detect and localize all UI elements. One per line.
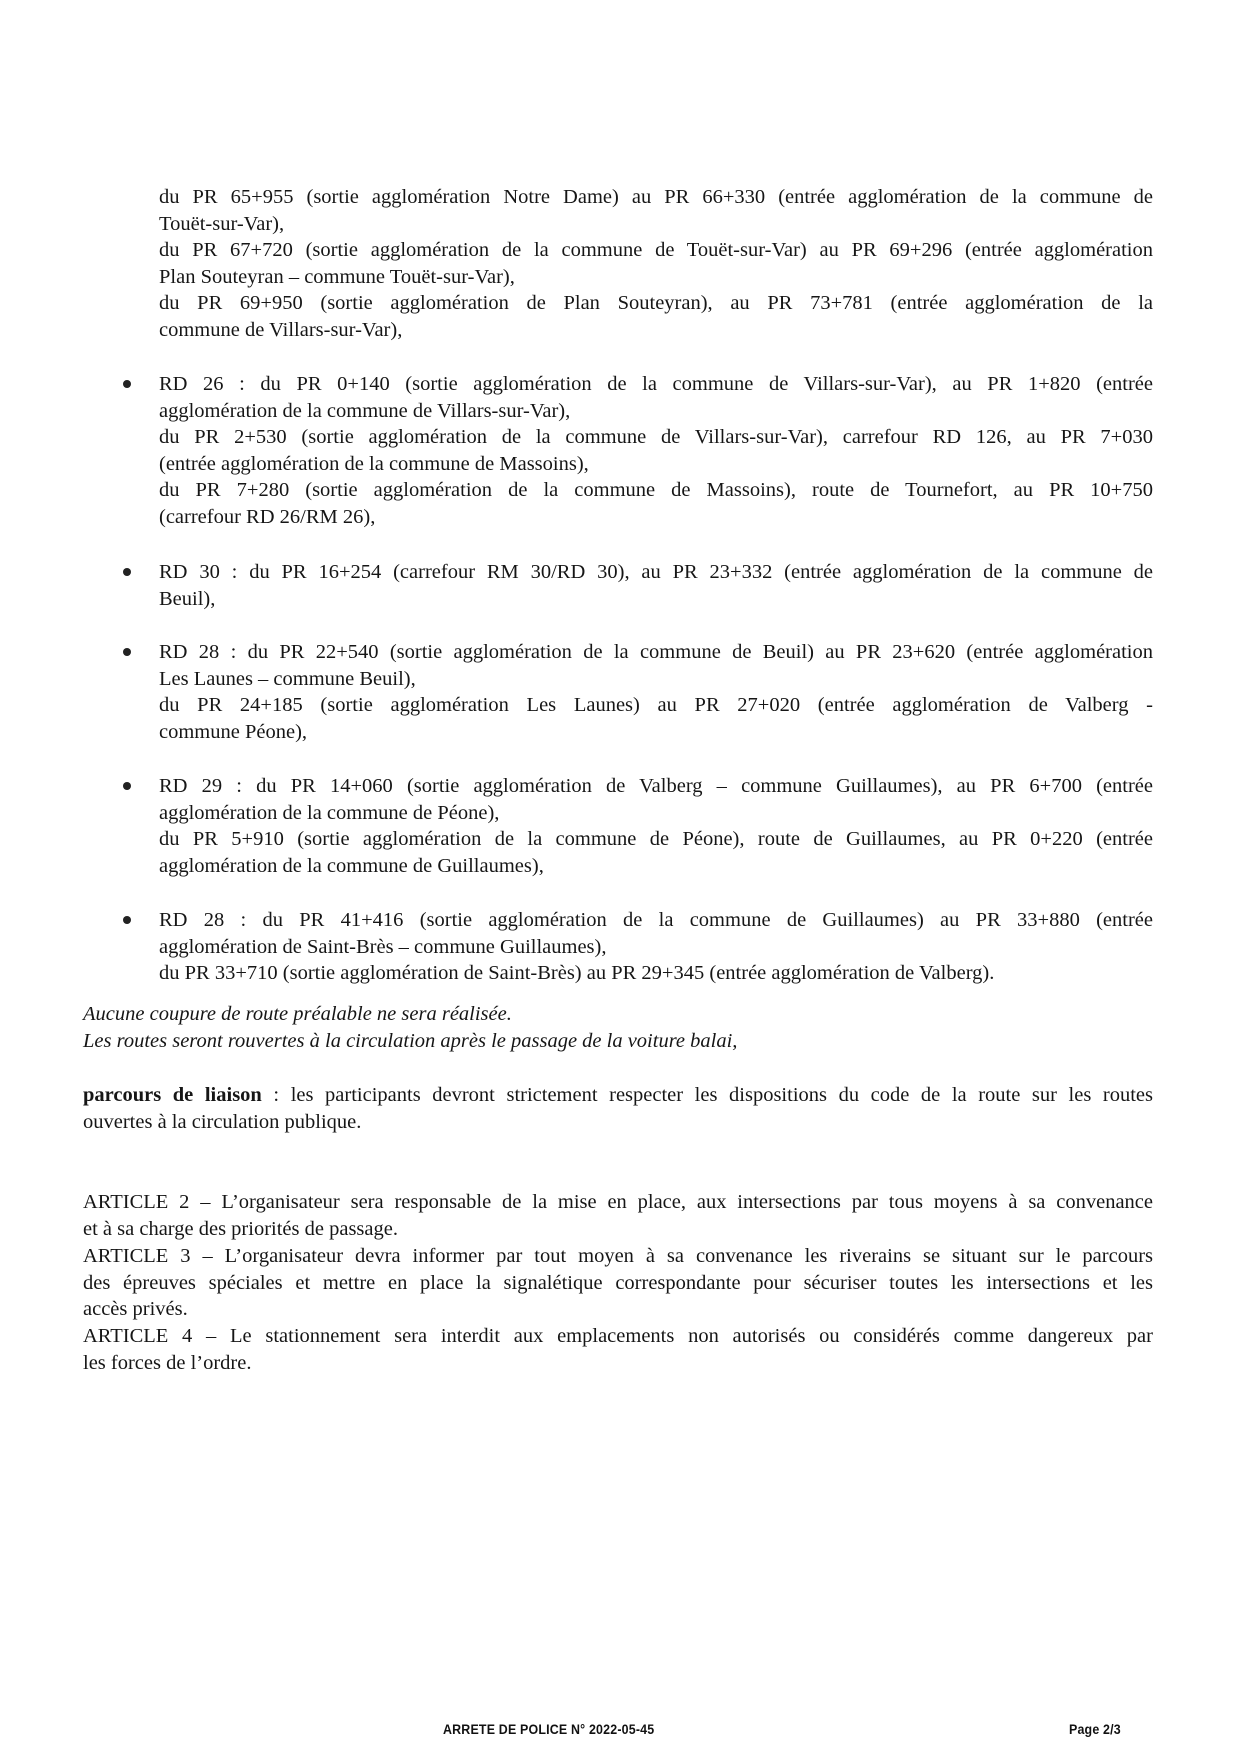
text-line: RD 30 : du PR 16+254 (carrefour RM 30/RD 30), au PR 23+332 (entrée agglomération de la commune de xyxy=(159,561,1153,583)
text-line: du PR 67+720 (sortie agglomération de la commune de Touët-sur-Var) au PR 69+296 (entrée agglomération xyxy=(159,239,1153,262)
text-line: les forces de l’ordre. xyxy=(83,1351,252,1374)
text-line: commune de Villars-sur-Var), xyxy=(159,318,403,341)
road-item-rd28-guillaumes xyxy=(159,907,1153,987)
text-line: RD 29 : du PR 14+060 (sortie agglomération de Valberg – commune Guillaumes), au PR 6+700 (entrée xyxy=(159,775,1153,797)
text-line: du PR 65+955 (sortie agglomération Notre Dame) au PR 66+330 (entrée agglomération de la commune de xyxy=(159,186,1153,208)
text-line: RD 28 : du PR 22+540 (sortie agglomération de la commune de Beuil) au PR 23+620 (entrée agglomération xyxy=(159,641,1153,663)
notes-paragraph xyxy=(83,1001,1153,1054)
text-line: agglomération de la commune de Villars-sur-Var), xyxy=(159,399,571,422)
liaison-label: parcours de liaison xyxy=(83,1084,262,1106)
road-item-rd26 xyxy=(159,371,1153,531)
bullet-icon xyxy=(123,380,131,388)
text-line: du PR 33+710 (sortie agglomération de Saint-Brès) au PR 29+345 (entrée agglomération de Valberg). xyxy=(159,962,995,985)
text-line: du PR 2+530 (sortie agglomération de la commune de Villars-sur-Var), carrefour RD 126, au PR 7+030 xyxy=(159,426,1153,449)
text-line: Beuil), xyxy=(159,587,216,610)
liaison-paragraph xyxy=(83,1082,1153,1135)
footer-page-number: Page 2/3 xyxy=(1069,1722,1121,1737)
text-line xyxy=(83,1082,1153,1109)
footer-reference: ARRETE DE POLICE N° 2022-05-45 xyxy=(443,1722,655,1737)
bullet-icon xyxy=(123,568,131,576)
article-4 xyxy=(83,1323,1153,1376)
bullet-icon xyxy=(123,648,131,656)
text-line: RD 26 : du PR 0+140 (sortie agglomération de la commune de Villars-sur-Var), au PR 1+820 (entrée xyxy=(159,373,1153,395)
text-line: commune Péone), xyxy=(159,720,308,743)
text-line: Les Launes – commune Beuil), xyxy=(159,667,416,690)
text-line: des épreuves spéciales et mettre en place la signalétique correspondante pour sécuriser toutes les intersections et les xyxy=(83,1271,1153,1294)
text-line: du PR 24+185 (sortie agglomération Les Launes) au PR 27+020 (entrée agglomération de Valberg - xyxy=(159,694,1153,717)
article-3 xyxy=(83,1243,1153,1323)
text-line: ARTICLE 2 – L’organisateur sera responsable de la mise en place, aux intersections par tous moyens à sa convenance xyxy=(83,1191,1153,1213)
text-line: Les routes seront rouvertes à la circulation après le passage de la voiture balai, xyxy=(83,1029,738,1052)
text-line: et à sa charge des priorités de passage. xyxy=(83,1217,398,1240)
liaison-text: : les participants devront strictement respecter les dispositions du code de la route sur les routes xyxy=(261,1084,1154,1106)
text-line: (entrée agglomération de la commune de Massoins), xyxy=(159,452,589,475)
road-item-rd30 xyxy=(159,559,1153,612)
article-2 xyxy=(83,1189,1153,1242)
road-item-rd29 xyxy=(159,773,1153,879)
text-line: ouvertes à la circulation publique. xyxy=(83,1110,362,1133)
text-line: du PR 69+950 (sortie agglomération de Plan Souteyran), au PR 73+781 (entrée agglomération de la xyxy=(159,292,1153,315)
text-line: du PR 7+280 (sortie agglomération de la commune de Massoins), route de Tournefort, au PR 10+750 xyxy=(159,479,1153,502)
text-line: ARTICLE 4 – Le stationnement sera interdit aux emplacements non autorisés ou considérés comme dangereux par xyxy=(83,1325,1153,1347)
text-line: du PR 5+910 (sortie agglomération de la commune de Péone), route de Guillaumes, au PR 0+220 (entrée xyxy=(159,828,1153,851)
continuation-paragraph xyxy=(159,184,1153,344)
bullet-icon xyxy=(123,916,131,924)
text-line: accès privés. xyxy=(83,1298,188,1321)
text-line: (carrefour RD 26/RM 26), xyxy=(159,505,376,528)
text-line: agglomération de Saint-Brès – commune Guillaumes), xyxy=(159,935,607,958)
text-line: RD 28 : du PR 41+416 (sortie agglomération de la commune de Guillaumes) au PR 33+880 (entrée xyxy=(159,909,1153,931)
text-line: ARTICLE 3 – L’organisateur devra informer par tout moyen à sa convenance les riverains se situant sur le parcours xyxy=(83,1245,1153,1267)
text-line: agglomération de la commune de Guillaumes), xyxy=(159,854,544,877)
text-line: Touët-sur-Var), xyxy=(159,212,285,235)
bullet-icon xyxy=(123,782,131,790)
text-line: agglomération de la commune de Péone), xyxy=(159,801,500,824)
text-line: Aucune coupure de route préalable ne sera réalisée. xyxy=(83,1003,512,1025)
road-item-rd28-beuil xyxy=(159,639,1153,745)
text-line: Plan Souteyran – commune Touët-sur-Var), xyxy=(159,265,515,288)
